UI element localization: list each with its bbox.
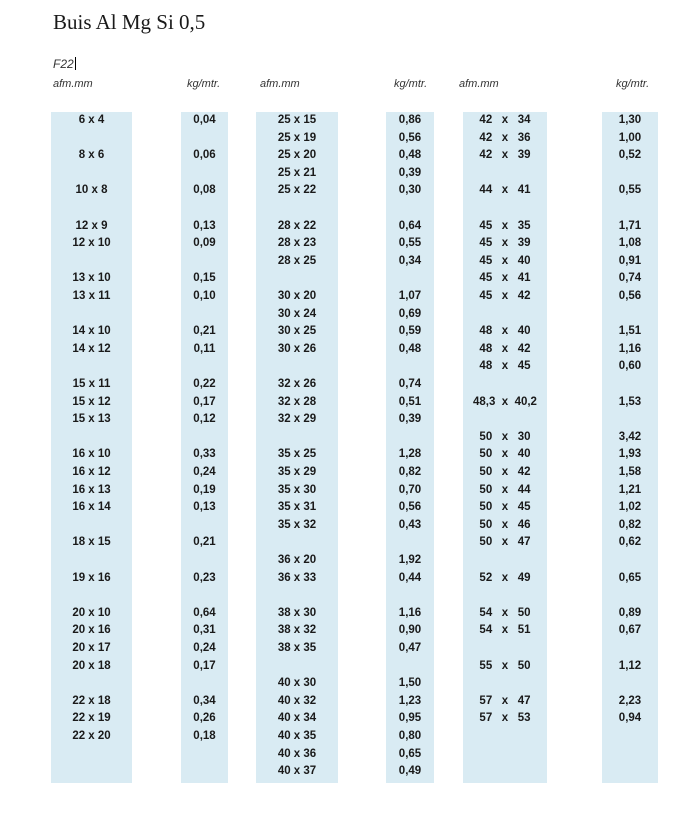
dimension-cell: 48 x 45: [479, 360, 531, 373]
dimension-cell: 40 x 36: [277, 747, 317, 760]
weight-cell: 1,51: [618, 325, 642, 338]
weight-cell: 1,50: [398, 677, 422, 690]
dimension-cell: 45 x 35: [479, 219, 531, 232]
weight-cell: 0,55: [398, 237, 422, 250]
weight-cell: 0,13: [193, 501, 216, 514]
dimension-cell: 19 x 16: [72, 571, 111, 584]
dimension-cell: 30 x 24: [277, 307, 317, 320]
dimension-cell: 40 x 34: [277, 712, 317, 725]
dimension-cell: 15 x 12: [72, 395, 111, 408]
dimension-cell: 48 x 40: [479, 325, 531, 338]
weight-cell: 0,23: [193, 571, 216, 584]
weight-cell: 1,92: [398, 554, 422, 566]
weight-cell: 1,58: [618, 466, 642, 478]
weight-cell: 0,24: [193, 466, 216, 478]
dimension-cell: 42 x 36: [479, 131, 531, 144]
document-code[interactable]: [53, 57, 76, 71]
weight-cell: 0,62: [618, 536, 642, 549]
dimension-cell: 16 x 14: [72, 501, 111, 514]
weight-cell: 0,51: [398, 395, 422, 408]
dimension-cell: 16 x 13: [72, 483, 111, 496]
weight-cell: 1,12: [618, 659, 642, 672]
weight-cell: 0,22: [193, 378, 216, 390]
dimension-cell: 12 x 10: [72, 237, 111, 250]
dimension-cell: 13 x 10: [72, 272, 111, 285]
dimension-cell: 30 x 26: [277, 342, 317, 355]
weight-cell: 0,82: [618, 518, 642, 531]
weight-cell: 0,34: [193, 694, 216, 707]
weight-cell: 1,23: [398, 694, 422, 707]
dimension-cell: 40 x 37: [277, 765, 317, 778]
dimension-cell: 54 x 51: [479, 624, 531, 637]
weight-cell: 0,80: [398, 730, 422, 742]
weight-cell: 0,33: [193, 448, 216, 461]
dimension-cell: 32 x 29: [277, 413, 317, 426]
column-1-dim-header: afm.mm: [53, 78, 93, 90]
weight-cell: 0,90: [398, 624, 422, 637]
dimension-cell: 6 x 4: [78, 114, 105, 126]
weight-cell: 0,60: [618, 360, 642, 373]
weight-cell: 0,65: [618, 571, 642, 584]
dimension-cell: 40 x 35: [277, 730, 317, 742]
weight-cell: 1,53: [618, 395, 642, 408]
weight-cell: 0,21: [193, 325, 216, 338]
weight-cell: 0,39: [398, 413, 422, 426]
dimension-cell: 42 x 39: [479, 149, 531, 162]
dimension-cell: 50 x 45: [479, 501, 531, 514]
dimension-cell: 45 x 42: [479, 290, 531, 302]
dimension-cell: 8 x 6: [78, 149, 105, 162]
dimension-cell: 35 x 29: [277, 466, 317, 478]
dimension-cell: 20 x 17: [72, 642, 111, 654]
column-3-dim-header: afm.mm: [459, 78, 499, 90]
dimension-cell: 20 x 16: [72, 624, 111, 637]
document-code-text: F22: [53, 57, 74, 71]
weight-cell: 1,08: [618, 237, 642, 250]
weight-cell: 0,70: [398, 483, 422, 496]
dimension-cell: 36 x 20: [277, 554, 317, 566]
weight-cell: 1,02: [618, 501, 642, 514]
weight-cell: 0,11: [193, 342, 216, 355]
dimension-cell: 13 x 11: [72, 290, 111, 302]
dimension-cell: 50 x 47: [479, 536, 531, 549]
weight-cell: 0,08: [193, 184, 216, 197]
dimension-cell: 14 x 12: [72, 342, 111, 355]
dimension-cell: 12 x 9: [75, 219, 108, 232]
weight-cell: 0,39: [398, 166, 422, 179]
dimension-cell: 16 x 12: [72, 466, 111, 478]
weight-cell: 0,18: [193, 730, 216, 742]
dimension-cell: 35 x 30: [277, 483, 317, 496]
column-1-kg-header: kg/mtr.: [187, 78, 221, 90]
dimension-cell: 38 x 35: [277, 642, 317, 654]
weight-cell: 0,95: [398, 712, 422, 725]
page-title: Buis Al Mg Si 0,5: [53, 10, 206, 34]
dimension-cell: 15 x 11: [72, 378, 111, 390]
dimension-cell: 25 x 21: [277, 166, 317, 179]
weight-cell: 0,43: [398, 518, 422, 531]
dimension-cell: 25 x 15: [277, 114, 317, 126]
weight-cell: 1,93: [618, 448, 642, 461]
dimension-cell: 40 x 30: [277, 677, 317, 690]
dimension-cell: 30 x 20: [277, 290, 317, 302]
dimension-cell: 48 x 42: [479, 342, 531, 355]
weight-cell: 0,89: [618, 606, 642, 619]
weight-cell: 0,48: [398, 149, 422, 162]
weight-cell: 0,12: [193, 413, 216, 426]
dimension-cell: 52 x 49: [479, 571, 531, 584]
dimension-cell: 14 x 10: [72, 325, 111, 338]
dimension-cell: 25 x 19: [277, 131, 317, 144]
dimension-cell: 50 x 44: [479, 483, 531, 496]
dimension-cell: 35 x 25: [277, 448, 317, 461]
weight-cell: 0,49: [398, 765, 422, 778]
weight-cell: 0,56: [398, 501, 422, 514]
weight-cell: 0,56: [618, 290, 642, 302]
weight-cell: 1,21: [618, 483, 642, 496]
weight-cell: 2,23: [618, 694, 642, 707]
dimension-cell: 48,3 x 40,2: [473, 395, 537, 408]
weight-cell: 0,64: [398, 219, 422, 232]
weight-cell: 1,00: [618, 131, 642, 144]
weight-cell: 0,24: [193, 642, 216, 654]
dimension-cell: 45 x 39: [479, 237, 531, 250]
weight-cell: 0,04: [193, 114, 216, 126]
weight-cell: 1,07: [398, 290, 422, 302]
weight-cell: 0,44: [398, 571, 422, 584]
weight-cell: 0,09: [193, 237, 216, 250]
dimension-cell: 45 x 41: [479, 272, 531, 285]
weight-cell: 1,71: [618, 219, 642, 232]
dimension-cell: 28 x 22: [277, 219, 317, 232]
weight-cell: 0,86: [398, 114, 422, 126]
weight-cell: 0,74: [618, 272, 642, 285]
dimension-cell: 42 x 34: [479, 114, 531, 126]
dimension-cell: 35 x 31: [277, 501, 317, 514]
dimension-cell: 36 x 33: [277, 571, 317, 584]
dimension-cell: 22 x 20: [72, 730, 111, 742]
weight-cell: 0,15: [193, 272, 216, 285]
dimension-cell: 55 x 50: [479, 659, 531, 672]
dimension-cell: 50 x 40: [479, 448, 531, 461]
weight-cell: 0,69: [398, 307, 422, 320]
dimension-cell: 22 x 19: [72, 712, 111, 725]
dimension-cell: 50 x 46: [479, 518, 531, 531]
weight-cell: 0,17: [193, 395, 216, 408]
weight-cell: 0,17: [193, 659, 216, 672]
weight-cell: 0,34: [398, 254, 422, 267]
weight-cell: 0,56: [398, 131, 422, 144]
dimension-cell: 28 x 23: [277, 237, 317, 250]
dimension-cell: 40 x 32: [277, 694, 317, 707]
weight-cell: 0,59: [398, 325, 422, 338]
dimension-cell: 50 x 42: [479, 466, 531, 478]
column-2-kg-header: kg/mtr.: [394, 78, 428, 90]
column-3-kg-header: kg/mtr.: [616, 78, 650, 90]
weight-cell: 0,64: [193, 606, 216, 619]
weight-cell: 1,16: [618, 342, 642, 355]
dimension-cell: 35 x 32: [277, 518, 317, 531]
dimension-cell: 32 x 28: [277, 395, 317, 408]
weight-cell: 0,48: [398, 342, 422, 355]
weight-cell: 0,10: [193, 290, 216, 302]
dimension-cell: 25 x 20: [277, 149, 317, 162]
dimension-cell: 15 x 13: [72, 413, 111, 426]
weight-cell: 0,19: [193, 483, 216, 496]
weight-cell: 0,13: [193, 219, 216, 232]
weight-cell: 0,94: [618, 712, 642, 725]
dimension-cell: 10 x 8: [75, 184, 108, 197]
weight-cell: 1,30: [618, 114, 642, 126]
weight-cell: 0,30: [398, 184, 422, 197]
weight-cell: 3,42: [618, 430, 642, 443]
weight-cell: 1,28: [398, 448, 422, 461]
dimension-cell: 25 x 22: [277, 184, 317, 197]
dimension-cell: 57 x 47: [479, 694, 531, 707]
dimension-cell: 38 x 30: [277, 606, 317, 619]
dimension-cell: 38 x 32: [277, 624, 317, 637]
weight-cell: 0,91: [618, 254, 642, 267]
dimension-cell: 20 x 10: [72, 606, 111, 619]
dimension-cell: 20 x 18: [72, 659, 111, 672]
dimension-cell: 50 x 30: [479, 430, 531, 443]
dimension-cell: 45 x 40: [479, 254, 531, 267]
dimension-cell: 18 x 15: [72, 536, 111, 549]
dimension-cell: 57 x 53: [479, 712, 531, 725]
dimension-cell: 16 x 10: [72, 448, 111, 461]
dimension-cell: 22 x 18: [72, 694, 111, 707]
text-cursor: [75, 57, 76, 70]
weight-cell: 0,31: [193, 624, 216, 637]
weight-cell: 0,52: [618, 149, 642, 162]
weight-cell: 0,26: [193, 712, 216, 725]
weight-cell: 0,67: [618, 624, 642, 637]
weight-cell: 1,16: [398, 606, 422, 619]
weight-cell: 0,74: [398, 378, 422, 390]
weight-cell: 0,21: [193, 536, 216, 549]
dimension-cell: 30 x 25: [277, 325, 317, 338]
dimension-cell: 54 x 50: [479, 606, 531, 619]
dimension-cell: 44 x 41: [479, 184, 531, 197]
column-2-dim-header: afm.mm: [260, 78, 300, 90]
weight-cell: 0,06: [193, 149, 216, 162]
dimension-cell: 28 x 25: [277, 254, 317, 267]
weight-cell: 0,55: [618, 184, 642, 197]
weight-cell: 0,82: [398, 466, 422, 478]
dimension-cell: 32 x 26: [277, 378, 317, 390]
weight-cell: 0,47: [398, 642, 422, 654]
weight-cell: 0,65: [398, 747, 422, 760]
